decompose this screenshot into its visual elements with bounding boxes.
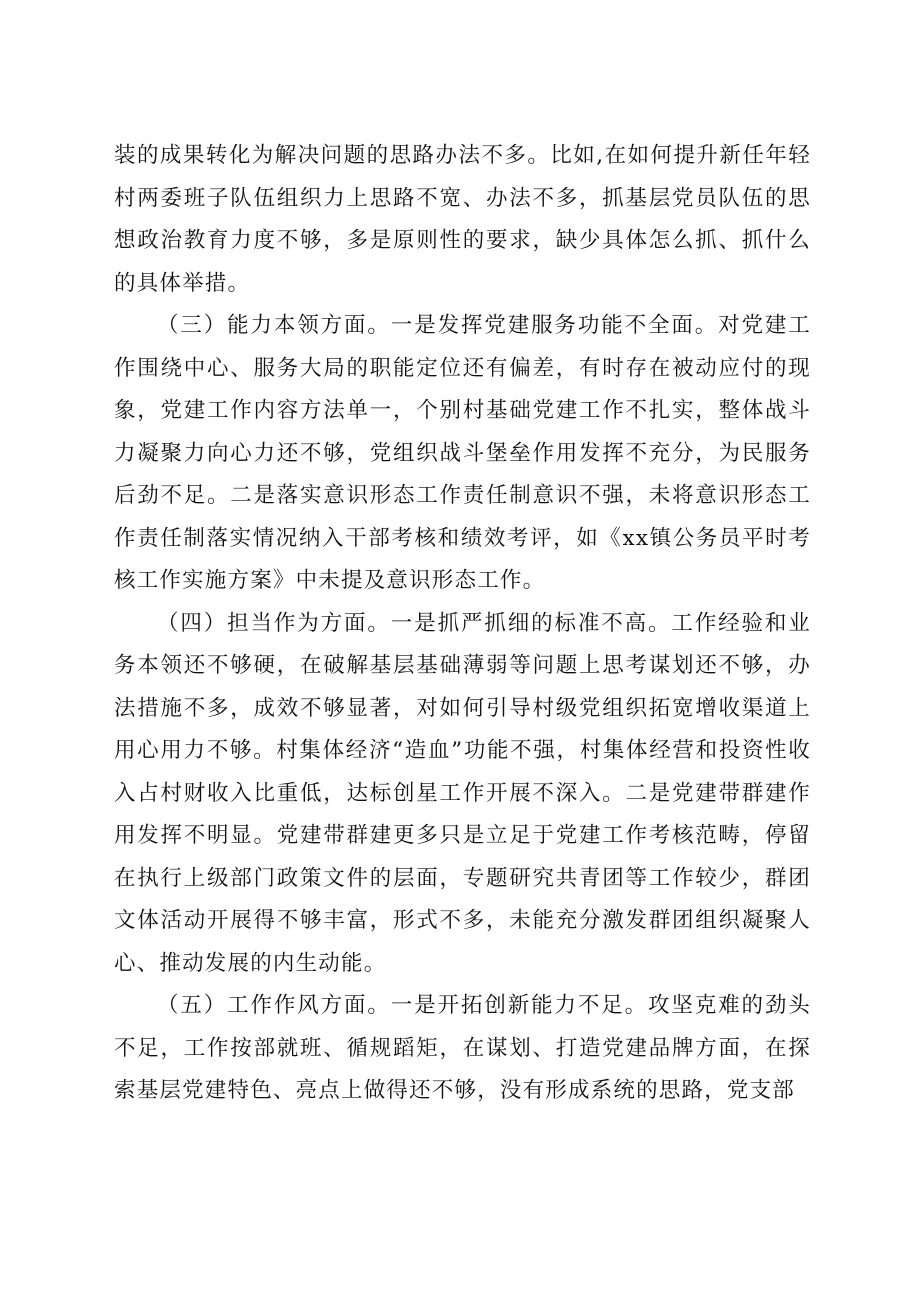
paragraph-responsibility-section: （四）担当作为方面。一是抓严抓细的标准不高。工作经验和业务本领还不够硬，在破解基层基础薄弱等问题上思考谋划还不够，办法措施不多，成效不够显著，对如何引导村级党组织拓宽增收渠道上用心用力不够。村集体经济“造血”功能不强，村集体经营和投资性收入占村财收入比重低，达标创星工作开展不深入。二是党建带群建作用发挥不明显。党建带群建更多只是立足于党建工作考核范畴，停留在执行上级部门政策文件的层面，专题研究共青团等工作较少，群团文体活动开展得不够丰富，形式不多，未能充分激发群团组织凝聚人心、推动发展的内生动能。 [114, 610, 811, 976]
document-body [114, 135, 811, 1113]
paragraph-work-style-section: （五）工作作风方面。一是开拓创新能力不足。攻坚克难的劲头不足，工作按部就班、循规蹈矩，在谋划、打造党建品牌方面，在探索基层党建特色、亮点上做得还不够，没有形成系统的思路，党支部 [114, 993, 811, 1103]
paragraph-continuation: 装的成果转化为解决问题的思路办法不多。比如,在如何提升新任年轻村两委班子队伍组织力上思路不宽、办法不多，抓基层党员队伍的思想政治教育力度不够，多是原则性的要求，缺少具体怎么抓、抓什么的具体举措。 [114, 143, 811, 296]
paragraph-ability-section: （三）能力本领方面。一是发挥党建服务功能不全面。对党建工作围绕中心、服务大局的职能定位还有偏差，有时存在被动应付的现象，党建工作内容方法单一，个别村基础党建工作不扎实，整体战斗力凝聚力向心力还不够，党组织战斗堡垒作用发挥不充分，为民服务后劲不足。二是落实意识形态工作责任制意识不强，未将意识形态工作责任制落实情况纳入干部考核和绩效考评，如《xx镇公务员平时考核工作实施方案》中未提及意识形态工作。 [114, 313, 811, 593]
